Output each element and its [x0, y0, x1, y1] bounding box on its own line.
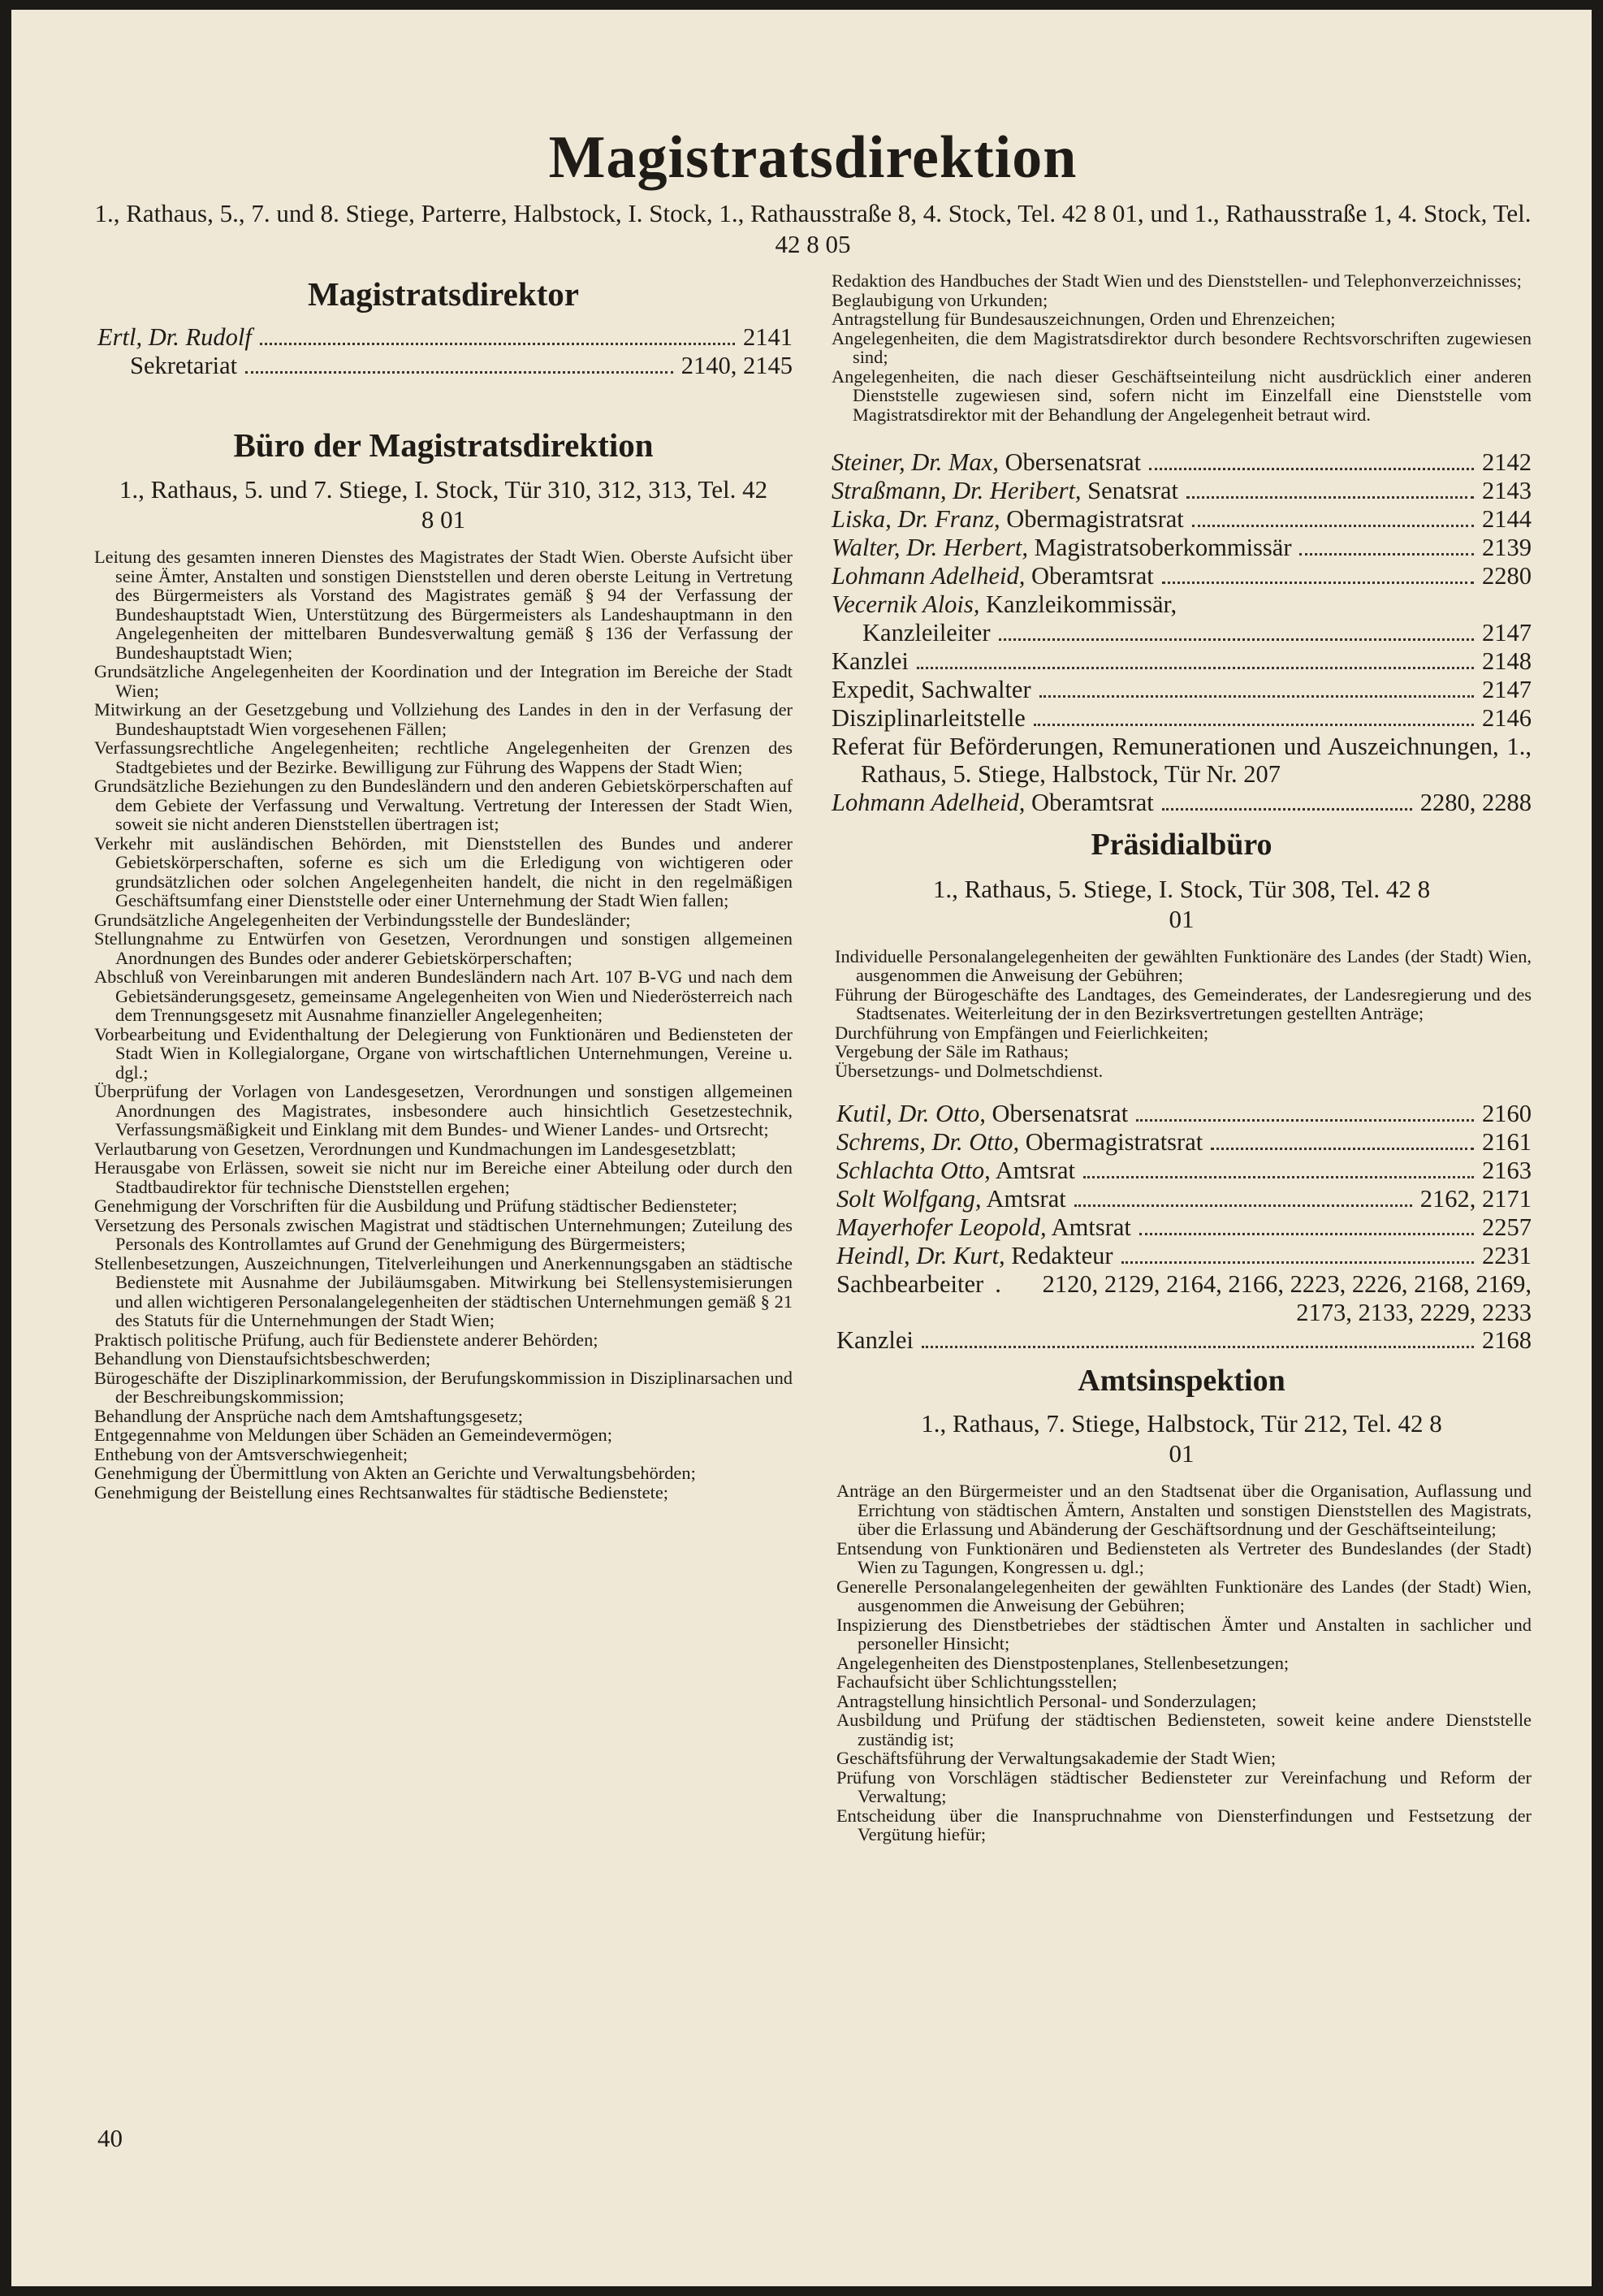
leader-dots [260, 343, 735, 345]
duty-item: Angelegenheiten des Dienstpostenplanes, Stellenbesetzungen; [836, 1652, 1290, 1673]
buero-address: 1., Rathaus, 5. und 7. Stiege, I. Stock, Tür 310, 312, 313, Tel. 42 8 01 [119, 475, 768, 534]
duty-item: Genehmigung der Vorschriften für die Ausbildung und Prüfung städtischer Bediensteter; [94, 1196, 738, 1216]
entry-title: Amtsrat [986, 1185, 1066, 1213]
leader-dots [1162, 582, 1474, 584]
leader-dots [1186, 496, 1474, 499]
duty-item: Angelegenheiten, die nach dieser Geschäftseinteilung nicht ausdrücklich einer anderen Dienststelle zugewiesen sind, sofern nicht im Einzelfall eine Dienststelle vom Magistratsdirektor mit der Behandlung der Angelegenheit betraut wird. [832, 365, 1532, 425]
entry-name: Schlachta Otto, [836, 1157, 991, 1184]
direktor-heading: Magistratsdirektor [307, 275, 579, 313]
duty-item: Generelle Personalangelegenheiten der gewählten Funktionäre des Landes (der Stadt) Wien, ausgenommen die Anweisung der Gebühren; [836, 1576, 1532, 1615]
sachbearbeiter-entry: Sachbearbeiter . 2120, 2129, 2164, 2166, 2223, 2226, 2168, 2169, 2173, 2133, 2229, 2233 [836, 1270, 1532, 1326]
duty-item: Entgegennahme von Meldungen über Schäden an Gemeindevermögen; [94, 1425, 612, 1445]
duty-item: Behandlung der Ansprüche nach dem Amtshaftungsgesetz; [94, 1405, 523, 1426]
entry-number: 2139 [1482, 534, 1532, 561]
leader-dots [1139, 1233, 1474, 1235]
staff-entry [836, 1157, 1532, 1185]
staff-entry [832, 534, 1532, 562]
entry-title: Expedit, Sachwalter [832, 675, 1031, 703]
duty-item: Versetzung des Personals zwischen Magistrat und städtischen Unternehmungen; Zuteilung des Personals des Kontrollamtes auf Grund der Genehmigung des Bürgermeisters; [94, 1214, 793, 1254]
duty-item: Geschäftsführung der Verwaltungsakademie der Stadt Wien; [836, 1748, 1277, 1768]
entry-name: Ertl, Dr. Rudolf [97, 323, 252, 351]
praesidial-address: 1., Rathaus, 5. Stiege, I. Stock, Tür 308, Tel. 42 8 01 [932, 874, 1431, 933]
duty-item: Übersetzungs- und Dolmetschdienst. [835, 1060, 1104, 1081]
duty-item: Mitwirkung an der Gesetzgebung und Vollziehung des Landes in den in der Verfasung der Bundeshauptstadt Wien vorgesehenen Fällen; [94, 699, 793, 739]
entry-title: Kanzleileiter [862, 618, 991, 646]
duty-item: Ausbildung und Prüfung der städtischen Bediensteten, soweit keine andere Dienststelle zuständig ist; [836, 1710, 1532, 1749]
staff-entry [832, 562, 1532, 590]
duty-item: Behandlung von Dienstaufsichtsbeschwerden; [94, 1348, 431, 1369]
leader-dots [1121, 1261, 1474, 1264]
entry-number: 2231 [1482, 1242, 1532, 1269]
leader-dots [1299, 553, 1474, 556]
entry-name: Kutil, Dr. Otto, [836, 1100, 986, 1127]
leader-dots [1136, 1119, 1474, 1122]
page [11, 10, 1592, 2286]
entry-number: 2141 [743, 323, 793, 351]
entry-name: Lohmann Adelheid, [832, 562, 1026, 590]
duty-item: Abschluß von Vereinbarungen mit anderen Bundesländern nach Art. 107 B-VG und nach dem Gebietsänderungsgesetz, gemeinsame Angelegenheiten von Wien und Niederösterreich nach dem Trennungsgesetz mit Ausnahme finanzieller Angelegenheiten; [94, 966, 793, 1025]
praesidial-entries [832, 1100, 1532, 1355]
praesidial-duties-list [832, 947, 1532, 1081]
staff-entry [832, 647, 1532, 676]
leader-dots [1074, 1204, 1412, 1207]
staff-entry [836, 1100, 1532, 1128]
duty-item: Grundsätzliche Angelegenheiten der Verbindungsstelle der Bundesländer; [94, 909, 631, 930]
entry-number: 2142 [1482, 448, 1532, 476]
duty-item: Fachaufsicht über Schlichtungsstellen; [836, 1671, 1117, 1692]
duty-item: Prüfung von Vorschlägen städtischer Bediensteter zur Vereinfachung und Reform der Verwaltung; [836, 1766, 1532, 1806]
leader-dots [1211, 1148, 1474, 1150]
staff-entry [836, 1213, 1532, 1242]
duty-item: Beglaubigung von Urkunden; [832, 289, 1048, 310]
entry-number: 2161 [1482, 1128, 1532, 1156]
duty-item: Entsendung von Funktionären und Bediensteten als Vertreter des Bundeslandes (der Stadt) Wien zu Tagungen, Kongressen u. dgl.; [836, 1537, 1532, 1577]
duty-item: Führung der Bürogeschäfte des Landtages, des Gemeinderates, der Landesregierung und des Stadtsenates. Weiterleitung der in den Bezirksvertretungen gestellten Anträge; [835, 984, 1532, 1023]
buero-duties-list [94, 547, 793, 1502]
duty-item: Überprüfung der Vorlagen von Landesgesetzen, Verordnungen und sonstigen allgemeinen Anordnungen des Magistrates, insbesondere auch hinsichtlich Gesetzestechnik, Verfassungsmäßigkeit und Einklang mit dem Bundes- und Wiener Landes- und Ortsrecht; [94, 1081, 793, 1139]
duty-item: Bürogeschäfte der Disziplinarkommission, der Berufungskommission in Disziplinarsachen und der Beschreibungskommission; [94, 1367, 793, 1407]
entry-number: 2147 [1482, 675, 1532, 703]
staff-entry [836, 1242, 1532, 1270]
duty-item: Anträge an den Bürgermeister und an den Stadtsenat über die Organisation, Auflassung und Errichtung von städtischen Ämtern, Anstalten und sonstigen Dienststellen des Magistrats, über die Erlassung und Abänderung der Geschäftsordnung und der Geschäftseinteilung; [836, 1481, 1532, 1539]
direktor-entry [97, 352, 793, 380]
staff-entry [832, 477, 1532, 505]
entry-title: Amtsrat [1051, 1213, 1131, 1241]
entry-title: Kanzleikommissär, [986, 590, 1177, 618]
amtsinspektion-heading: Amtsinspektion [1078, 1364, 1285, 1398]
leader-dots [1149, 468, 1474, 470]
entry-number: 2140, 2145 [681, 352, 793, 379]
duty-item: Individuelle Personalangelegenheiten der gewählten Funktionäre des Landes (der Stadt) Wien, ausgenommen die Anweisung der Gebühren; [835, 945, 1532, 985]
entry-title: Redakteur [1011, 1242, 1113, 1269]
entry-title: Disziplinarleitstelle [832, 703, 1026, 732]
leader-dots [999, 638, 1475, 641]
entry-title: Sekretariat [130, 352, 238, 379]
duty-item: Inspizierung des Dienstbetriebes der städtischen Ämter und Anstalten in sachlicher und personeller Hinsicht; [836, 1614, 1532, 1654]
sachbearbeiter-numbers: 2120, 2129, 2164, 2166, 2223, 2226, 2168, 2169, 2173, 2133, 2229, 2233 [1042, 1270, 1532, 1326]
main-address: 1., Rathaus, 5., 7. und 8. Stiege, Parterre, Halbstock, I. Stock, 1., Rathausstraße 8, 4. Stock, Tel. 42 8 01, und 1., Rathausstraße 1, 4. Stock, Tel. 42 8 05 [94, 199, 1532, 258]
entry-title: Kanzlei [836, 1326, 914, 1354]
buero-duties-continued [832, 271, 1532, 424]
entry-title: Oberamtsrat [1030, 788, 1154, 816]
entry-name: Solt Wolfgang, [836, 1185, 982, 1213]
referat-text: Referat für Beförderungen, Remunerationen und Auszeichnungen, 1., Rathaus, 5. Stiege, Halbstock, Tür Nr. 207 [832, 732, 1532, 788]
direktor-entry [97, 323, 793, 352]
duty-item: Antragstellung hinsichtlich Personal- und Sonderzulagen; [836, 1690, 1257, 1711]
entry-title: Amtsrat [995, 1157, 1075, 1184]
entry-name: Walter, Dr. Herbert, [832, 534, 1029, 561]
leader-dots [245, 371, 673, 374]
staff-entry [832, 704, 1532, 733]
entry-title: Magistratsoberkommissär [1034, 534, 1292, 561]
entry-title: Oberamtsrat [1030, 562, 1154, 590]
buero-entries [832, 448, 1532, 817]
duty-item: Verkehr mit ausländischen Behörden, mit Dienststellen des Bundes und anderer Gebietskörperschaften, soferne es sich um die Erledigung von wichtigeren oder grundsätzlichen oder solchen Angelegenheiten handelt, die nicht in den regelmäßigen Geschäftsumfang einer Dienststelle oder einer Unternehmung der Stadt Wien fallen; [94, 832, 793, 910]
buero-heading: Büro der Magistratsdirektion [233, 426, 654, 464]
entry-title: Obersenatsrat [992, 1100, 1129, 1127]
entry-number: 2146 [1482, 703, 1532, 732]
staff-entry [832, 590, 1532, 619]
entry-number: 2257 [1482, 1213, 1532, 1241]
staff-entry [832, 619, 1532, 647]
kanzlei-entry [836, 1326, 1532, 1355]
entry-number: 2160 [1482, 1100, 1532, 1127]
leader-dots [922, 1346, 1474, 1348]
leader-dots [1034, 724, 1474, 726]
entry-name: Straßmann, Dr. Heribert, [832, 477, 1082, 504]
duty-item: Stellungnahme zu Entwürfen von Gesetzen, Verordnungen und sonstigen allgemeinen Anordnungen des Bundes oder anderer Gebietskörperschaften; [94, 928, 793, 968]
direktor-entries [94, 323, 793, 380]
page-number: 40 [97, 2124, 123, 2152]
duty-item: Stellenbesetzungen, Auszeichnungen, Titelverleihungen und Anerkennungsgaben an städtische Bedienstete mit Ausnahme der Jubiläumsgaben. Mitwirkung bei Stellensystemisierungen und allen wichtigeren Personalangelegenheiten der städtischen Unternehmungen gemäß § 21 des Statuts für die Unternehmungen der Stadt Wien; [94, 1252, 793, 1330]
entry-title: Kanzlei [832, 646, 909, 675]
entry-number: 2280, 2288 [1419, 788, 1532, 816]
entry-number: 2144 [1482, 505, 1532, 533]
duty-item: Grundsätzliche Angelegenheiten der Koordination und der Integration im Bereiche der Stadt Wien; [94, 661, 793, 701]
entry-number: 2143 [1482, 477, 1532, 504]
entry-number: 2280 [1482, 562, 1532, 590]
entry-title: Obersenatsrat [1005, 448, 1142, 476]
entry-name: Liska, Dr. Franz, [832, 505, 1000, 533]
duty-item: Genehmigung der Beistellung eines Rechtsanwaltes für städtische Bedienstete; [94, 1481, 668, 1503]
duty-item: Antragstellung für Bundesauszeichnungen, Orden und Ehrenzeichen; [832, 309, 1336, 329]
entry-name: Mayerhofer Leopold, [836, 1213, 1047, 1241]
leader-dots [1039, 695, 1474, 698]
duty-item: Leitung des gesamten inneren Dienstes des Magistrates der Stadt Wien. Oberste Aufsicht über seine Ämter, Anstalten und sonstigen Dienststellen und deren oberste Leitung in Vertretung des Bürgermeisters als Vorstand des Magistrates gemäß § 94 der Verfassung der Bundeshauptstadt Wien, Unterstützung des Bürgermeisters als Landeshauptmann in den Angelegenheiten der mittelbaren Bundesverwaltung gemäß § 136 der Verfassung der Bundeshauptstadt Wien; [94, 547, 793, 663]
right-column [832, 271, 1532, 1844]
staff-entry [836, 1185, 1532, 1213]
duty-item: Grundsätzliche Beziehungen zu den Bundesländern und den anderen Gebietskörperschaften auf dem Gebiete der Verfassung und Verwaltung. Vertretung der Interessen der Stadt Wien, soweit sie nicht anderen Dienststellen übertragen ist; [94, 776, 793, 834]
entry-title: Obermagistratsrat [1025, 1128, 1203, 1156]
entry-number: 2162, 2171 [1419, 1185, 1532, 1213]
entry-name: Lohmann Adelheid, [832, 788, 1026, 816]
entry-number: 2147 [1482, 618, 1532, 646]
duty-item: Angelegenheiten, die dem Magistratsdirektor durch besondere Rechtsvorschriften zugewiesen sind; [832, 327, 1532, 367]
referat-entry [832, 789, 1532, 817]
leader-dots [1192, 525, 1474, 527]
duty-item: Herausgabe von Erlässen, soweit sie nicht nur im Bereiche einer Abteilung oder durch den Stadtbaudirektor für technische Dienststellen ergehen; [94, 1157, 793, 1197]
staff-entry [832, 448, 1532, 477]
entry-name: Schrems, Dr. Otto, [836, 1128, 1020, 1156]
leader-dots [1162, 808, 1412, 811]
entry-title: Obermagistratsrat [1006, 505, 1184, 533]
sachbearbeiter-label: Sachbearbeiter [836, 1270, 984, 1298]
entry-name: Steiner, Dr. Max, [832, 448, 999, 476]
duty-item: Praktisch politische Prüfung, auch für Bedienstete anderer Behörden; [94, 1329, 598, 1350]
duty-item: Entscheidung über die Inanspruchnahme von Diensterfindungen und Festsetzung der Vergütung hiefür; [836, 1805, 1532, 1844]
staff-entry [836, 1128, 1532, 1157]
entry-title: Senatsrat [1087, 477, 1178, 504]
entry-name: Vecernik Alois, [832, 590, 980, 618]
left-column [94, 271, 793, 1502]
entry-number: 2168 [1482, 1326, 1532, 1354]
entry-number: 2148 [1482, 646, 1532, 675]
praesidial-heading: Präsidialbüro [1091, 827, 1272, 862]
page-title: Magistratsdirektion [548, 124, 1078, 191]
duty-item: Verlautbarung von Gesetzen, Verordnungen und Kundmachungen im Landesgesetzblatt; [94, 1138, 737, 1159]
duty-item: Durchführung von Empfängen und Feierlichkeiten; [835, 1022, 1209, 1043]
duty-item: Enthebung von der Amtsverschwiegenheit; [94, 1443, 408, 1464]
leader-dots [1083, 1176, 1474, 1178]
duty-item: Genehmigung der Übermittlung von Akten an Gerichte und Verwaltungsbehörden; [94, 1463, 696, 1483]
duty-item: Redaktion des Handbuches der Stadt Wien und des Dienststellen- und Telephonverzeichnisses; [832, 270, 1522, 291]
duty-item: Verfassungsrechtliche Angelegenheiten; rechtliche Angelegenheiten der Grenzen des Stadtgebietes und der Bezirke. Bewilligung zur Führung des Wappens der Stadt Wien; [94, 737, 793, 777]
duty-item: Vorbearbeitung und Evidenthaltung der Delegierung von Funktionären und Bediensteten der Stadt Wien in Kollegialorgane, Organe von wirtschaftlichen Unternehmungen, Vereine u. dgl.; [94, 1023, 793, 1083]
entry-number: 2163 [1482, 1157, 1532, 1184]
staff-entry [832, 676, 1532, 704]
leader-dots [917, 667, 1474, 669]
entry-name: Heindl, Dr. Kurt, [836, 1242, 1005, 1269]
staff-entry [832, 505, 1532, 534]
duty-item: Vergebung der Säle im Rathaus; [835, 1041, 1069, 1062]
amtsinspektion-duties-list [832, 1481, 1532, 1844]
amtsinspektion-address: 1., Rathaus, 7. Stiege, Halbstock, Tür 212, Tel. 42 8 01 [921, 1409, 1442, 1468]
